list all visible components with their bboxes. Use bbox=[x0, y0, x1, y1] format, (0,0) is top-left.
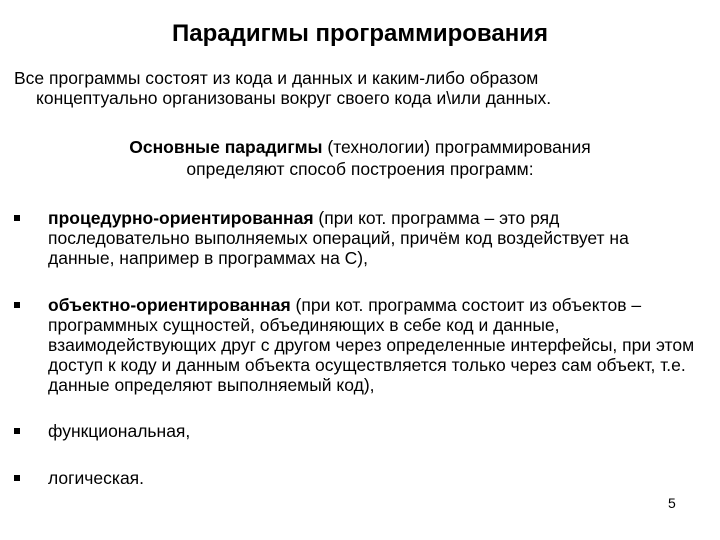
intro-paragraph bbox=[14, 68, 551, 108]
bullet-text: функциональная, bbox=[48, 421, 191, 441]
square-bullet-icon bbox=[14, 302, 20, 308]
bullet-description: (при кот. программа – это ряд последовательно выполняемых операций, причём код воздействует на данные, например в программах на С), bbox=[48, 208, 629, 268]
bullet-term: процедурно-ориентированная bbox=[48, 208, 314, 228]
bullet-item-procedural bbox=[14, 208, 688, 268]
bullet-item-object-oriented bbox=[14, 295, 720, 395]
bullet-description: (при кот. программа состоит из объектов – программных сущностей, объединяющих в себе код и данные, взаимодействующих друг с другом через определенные интерфейсы, при этом доступ к коду и данным объекта осуществляется только через сам объект, т.е. данные определяют выполняемый код), bbox=[48, 295, 695, 395]
bullet-item-logical bbox=[14, 468, 720, 488]
lead-in-line-2: определяют способ построения программ: bbox=[186, 159, 534, 179]
square-bullet-icon bbox=[14, 475, 20, 481]
page-number: 5 bbox=[668, 495, 676, 511]
bullet-item-functional bbox=[14, 421, 720, 441]
paradigms-lead-in bbox=[0, 136, 720, 180]
lead-in-bold: Основные парадигмы bbox=[129, 137, 323, 157]
square-bullet-icon bbox=[14, 215, 20, 221]
lead-in-rest: (технологии) программирования bbox=[322, 137, 591, 157]
square-bullet-icon bbox=[14, 428, 20, 434]
bullet-term: объектно-ориентированная bbox=[48, 295, 291, 315]
intro-line-1: Все программы состоят из кода и данных и каким-либо образом bbox=[14, 68, 539, 88]
bullet-text: логическая. bbox=[48, 468, 145, 488]
slide-title: Парадигмы программирования bbox=[172, 20, 548, 47]
intro-line-2: концептуально организованы вокруг своего кода и\или данных. bbox=[36, 88, 552, 108]
